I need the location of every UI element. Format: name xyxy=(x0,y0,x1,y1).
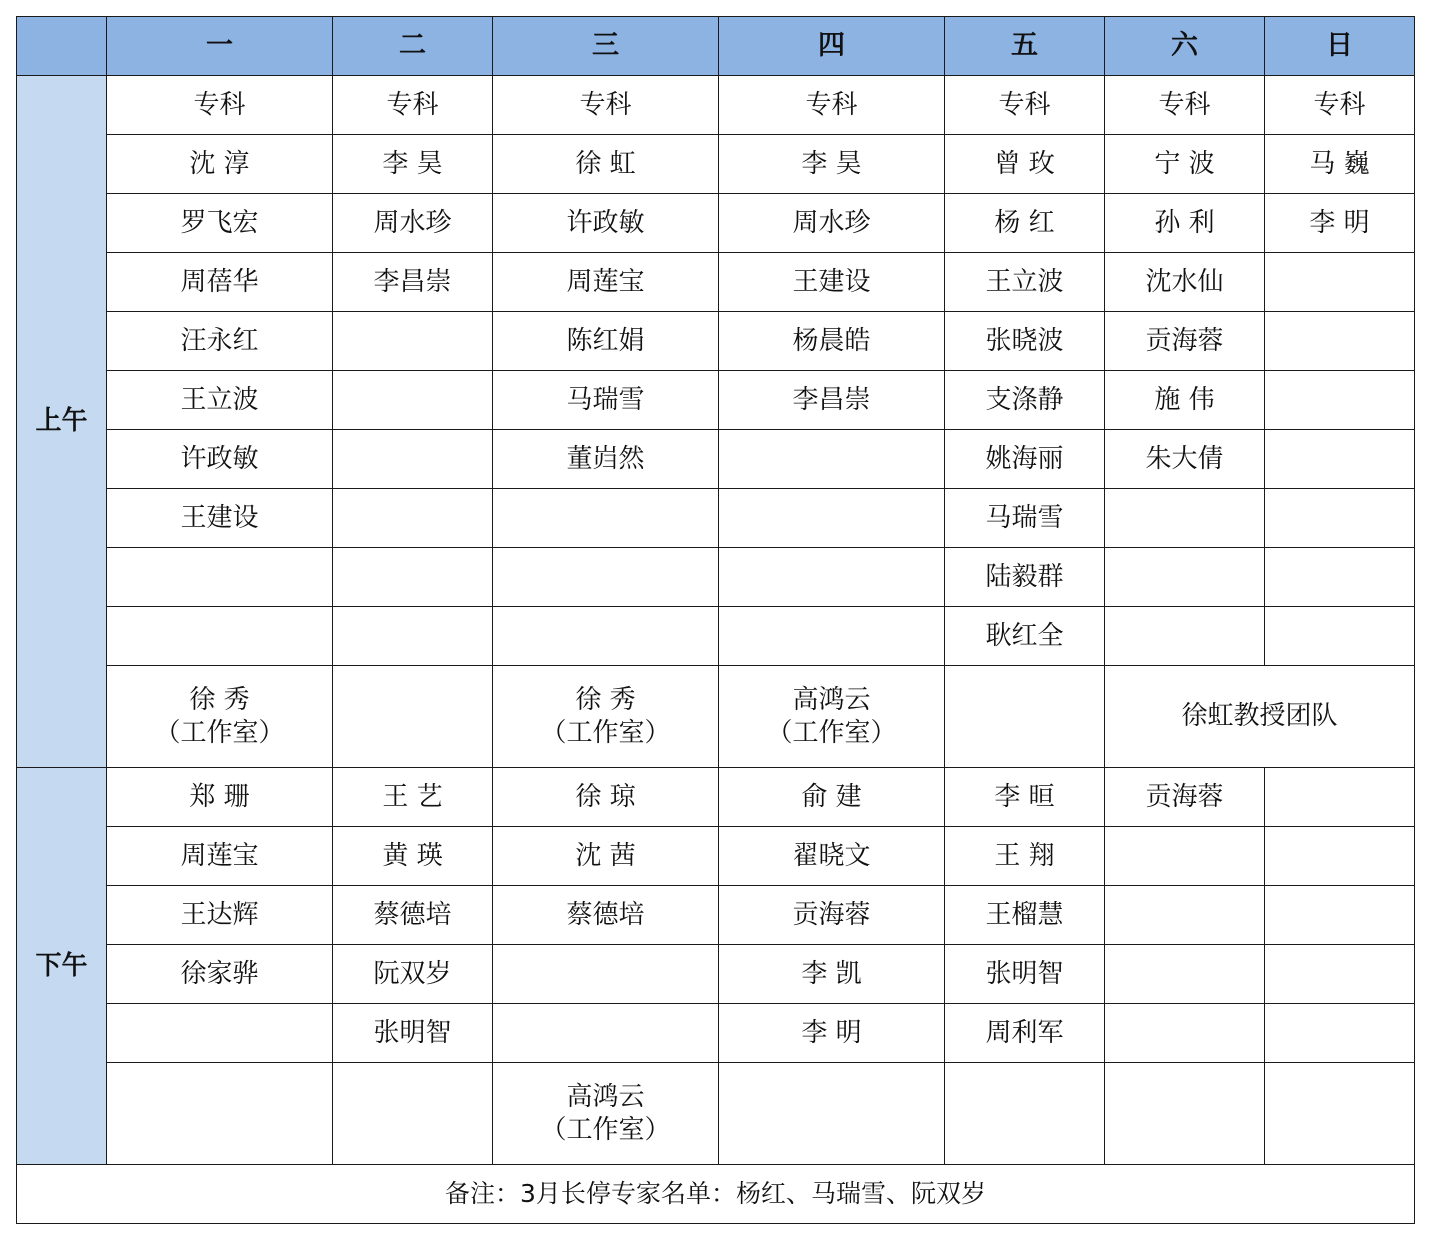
schedule-cell: 李 晅 xyxy=(945,768,1105,827)
morning-row xyxy=(17,430,1415,489)
schedule-cell xyxy=(1105,945,1265,1004)
schedule-cell: 耿红全 xyxy=(945,607,1105,666)
schedule-cell: 徐 虹 xyxy=(493,135,719,194)
schedule-cell: 杨 红 xyxy=(945,194,1105,253)
studio-label: （工作室） xyxy=(540,1114,671,1145)
specialty-cell: 专科 xyxy=(945,76,1105,135)
day-header: 四 xyxy=(719,17,945,76)
schedule-cell: 俞 建 xyxy=(719,768,945,827)
schedule-cell xyxy=(333,1063,493,1165)
specialty-cell: 专科 xyxy=(1105,76,1265,135)
schedule-cell: 周水珍 xyxy=(333,194,493,253)
schedule-cell: 李 昊 xyxy=(333,135,493,194)
schedule-cell xyxy=(719,430,945,489)
schedule-cell xyxy=(1105,1004,1265,1063)
schedule-cell: 李昌崇 xyxy=(333,253,493,312)
afternoon-row xyxy=(17,827,1415,886)
day-header: 五 xyxy=(945,17,1105,76)
studio-cell xyxy=(107,666,333,768)
morning-row xyxy=(17,371,1415,430)
schedule-cell: 张明智 xyxy=(945,945,1105,1004)
schedule-cell: 徐家骅 xyxy=(107,945,333,1004)
schedule-cell: 罗飞宏 xyxy=(107,194,333,253)
doctor-name: 徐 秀 xyxy=(575,685,636,715)
afternoon-row xyxy=(17,886,1415,945)
schedule-cell: 王 艺 xyxy=(333,768,493,827)
day-header: 六 xyxy=(1105,17,1265,76)
header-corner xyxy=(17,17,107,76)
note-text: 备注：3月长停专家名单：杨红、马瑞雪、阮双岁 xyxy=(17,1165,1415,1224)
afternoon-row xyxy=(17,1004,1415,1063)
morning-row xyxy=(17,548,1415,607)
schedule-cell xyxy=(1265,1004,1415,1063)
studio-cell xyxy=(493,666,719,768)
schedule-cell: 周蓓华 xyxy=(107,253,333,312)
schedule-cell: 施 伟 xyxy=(1105,371,1265,430)
schedule-cell: 汪永红 xyxy=(107,312,333,371)
header-row xyxy=(17,17,1415,76)
schedule-cell: 支涤静 xyxy=(945,371,1105,430)
schedule-cell: 王达辉 xyxy=(107,886,333,945)
schedule-table xyxy=(16,16,1415,1224)
doctor-name: 高鸿云 xyxy=(566,1082,645,1112)
schedule-cell: 宁 波 xyxy=(1105,135,1265,194)
schedule-cell: 沈水仙 xyxy=(1105,253,1265,312)
schedule-cell: 陆毅群 xyxy=(945,548,1105,607)
schedule-cell xyxy=(1105,1063,1265,1165)
day-header: 二 xyxy=(333,17,493,76)
morning-row xyxy=(17,489,1415,548)
doctor-name: 徐 秀 xyxy=(189,685,250,715)
schedule-cell xyxy=(1265,1063,1415,1165)
schedule-cell xyxy=(1265,430,1415,489)
schedule-cell xyxy=(1105,886,1265,945)
schedule-cell xyxy=(107,607,333,666)
schedule-cell xyxy=(1265,489,1415,548)
schedule-cell: 张晓波 xyxy=(945,312,1105,371)
schedule-cell xyxy=(1265,886,1415,945)
studio-cell xyxy=(719,666,945,768)
schedule-cell: 许政敏 xyxy=(107,430,333,489)
schedule-cell: 许政敏 xyxy=(493,194,719,253)
schedule-cell xyxy=(1265,312,1415,371)
team-cell: 徐虹教授团队 xyxy=(1105,666,1415,768)
doctor-name: 高鸿云 xyxy=(792,685,871,715)
schedule-cell xyxy=(107,1004,333,1063)
schedule-cell: 蔡德培 xyxy=(333,886,493,945)
schedule-cell: 周莲宝 xyxy=(493,253,719,312)
morning-row xyxy=(17,607,1415,666)
morning-row xyxy=(17,135,1415,194)
schedule-cell: 蔡德培 xyxy=(493,886,719,945)
day-header: 日 xyxy=(1265,17,1415,76)
day-header: 三 xyxy=(493,17,719,76)
schedule-cell xyxy=(719,489,945,548)
schedule-cell xyxy=(493,1004,719,1063)
specialty-row xyxy=(17,76,1415,135)
schedule-cell: 王榴慧 xyxy=(945,886,1105,945)
schedule-cell xyxy=(1265,945,1415,1004)
schedule-cell xyxy=(333,548,493,607)
afternoon-row xyxy=(17,768,1415,827)
schedule-cell: 王立波 xyxy=(945,253,1105,312)
schedule-cell xyxy=(107,548,333,607)
schedule-cell xyxy=(945,666,1105,768)
specialty-cell: 专科 xyxy=(333,76,493,135)
studio-cell xyxy=(493,1063,719,1165)
schedule-cell: 沈 茜 xyxy=(493,827,719,886)
schedule-cell xyxy=(1105,489,1265,548)
schedule-cell: 贡海蓉 xyxy=(1105,768,1265,827)
schedule-cell: 李 昊 xyxy=(719,135,945,194)
schedule-cell: 陈红娟 xyxy=(493,312,719,371)
schedule-cell: 沈 淳 xyxy=(107,135,333,194)
schedule-cell: 李昌崇 xyxy=(719,371,945,430)
specialty-cell: 专科 xyxy=(493,76,719,135)
schedule-cell xyxy=(333,430,493,489)
schedule-cell: 周利军 xyxy=(945,1004,1105,1063)
schedule-cell: 杨晨皓 xyxy=(719,312,945,371)
morning-row xyxy=(17,194,1415,253)
schedule-cell: 马瑞雪 xyxy=(945,489,1105,548)
afternoon-row xyxy=(17,945,1415,1004)
note-row xyxy=(17,1165,1415,1224)
specialty-cell: 专科 xyxy=(1265,76,1415,135)
schedule-cell xyxy=(1105,827,1265,886)
schedule-cell xyxy=(1265,253,1415,312)
schedule-cell xyxy=(333,607,493,666)
schedule-cell: 李 明 xyxy=(719,1004,945,1063)
schedule-cell xyxy=(719,1063,945,1165)
period-label-afternoon: 下午 xyxy=(17,768,107,1165)
period-label-morning: 上午 xyxy=(17,76,107,768)
schedule-cell: 黄 瑛 xyxy=(333,827,493,886)
schedule-cell: 李 凯 xyxy=(719,945,945,1004)
schedule-cell: 阮双岁 xyxy=(333,945,493,1004)
schedule-cell: 孙 利 xyxy=(1105,194,1265,253)
schedule-cell: 马 巍 xyxy=(1265,135,1415,194)
schedule-cell xyxy=(1265,607,1415,666)
studio-label: （工作室） xyxy=(766,717,897,748)
schedule-cell: 董岿然 xyxy=(493,430,719,489)
schedule-cell: 李 明 xyxy=(1265,194,1415,253)
schedule-cell: 张明智 xyxy=(333,1004,493,1063)
schedule-cell xyxy=(1265,827,1415,886)
schedule-cell: 姚海丽 xyxy=(945,430,1105,489)
schedule-cell: 王立波 xyxy=(107,371,333,430)
schedule-cell: 翟晓文 xyxy=(719,827,945,886)
morning-studio-row xyxy=(17,666,1415,768)
schedule-cell xyxy=(333,666,493,768)
schedule-cell xyxy=(1105,607,1265,666)
schedule-cell: 马瑞雪 xyxy=(493,371,719,430)
specialty-cell: 专科 xyxy=(107,76,333,135)
schedule-cell xyxy=(493,945,719,1004)
day-header: 一 xyxy=(107,17,333,76)
schedule-cell xyxy=(719,607,945,666)
schedule-cell xyxy=(1105,548,1265,607)
schedule-cell: 朱大倩 xyxy=(1105,430,1265,489)
schedule-cell xyxy=(493,607,719,666)
schedule-cell xyxy=(719,548,945,607)
schedule-cell xyxy=(1265,768,1415,827)
morning-row xyxy=(17,253,1415,312)
schedule-cell: 王建设 xyxy=(107,489,333,548)
schedule-cell xyxy=(945,1063,1105,1165)
schedule-cell: 周莲宝 xyxy=(107,827,333,886)
schedule-cell xyxy=(493,489,719,548)
schedule-cell xyxy=(1265,371,1415,430)
morning-row xyxy=(17,312,1415,371)
specialty-cell: 专科 xyxy=(719,76,945,135)
schedule-cell: 贡海蓉 xyxy=(1105,312,1265,371)
schedule-cell xyxy=(493,548,719,607)
schedule-cell: 曾 玫 xyxy=(945,135,1105,194)
schedule-cell: 郑 珊 xyxy=(107,768,333,827)
studio-label: （工作室） xyxy=(154,717,285,748)
schedule-cell xyxy=(333,489,493,548)
schedule-cell: 贡海蓉 xyxy=(719,886,945,945)
schedule-cell xyxy=(1265,548,1415,607)
studio-label: （工作室） xyxy=(540,717,671,748)
schedule-cell: 徐 琼 xyxy=(493,768,719,827)
schedule-cell xyxy=(107,1063,333,1165)
schedule-cell xyxy=(333,312,493,371)
afternoon-studio-row xyxy=(17,1063,1415,1165)
schedule-cell xyxy=(333,371,493,430)
schedule-cell: 王建设 xyxy=(719,253,945,312)
schedule-cell: 周水珍 xyxy=(719,194,945,253)
schedule-cell: 王 翔 xyxy=(945,827,1105,886)
